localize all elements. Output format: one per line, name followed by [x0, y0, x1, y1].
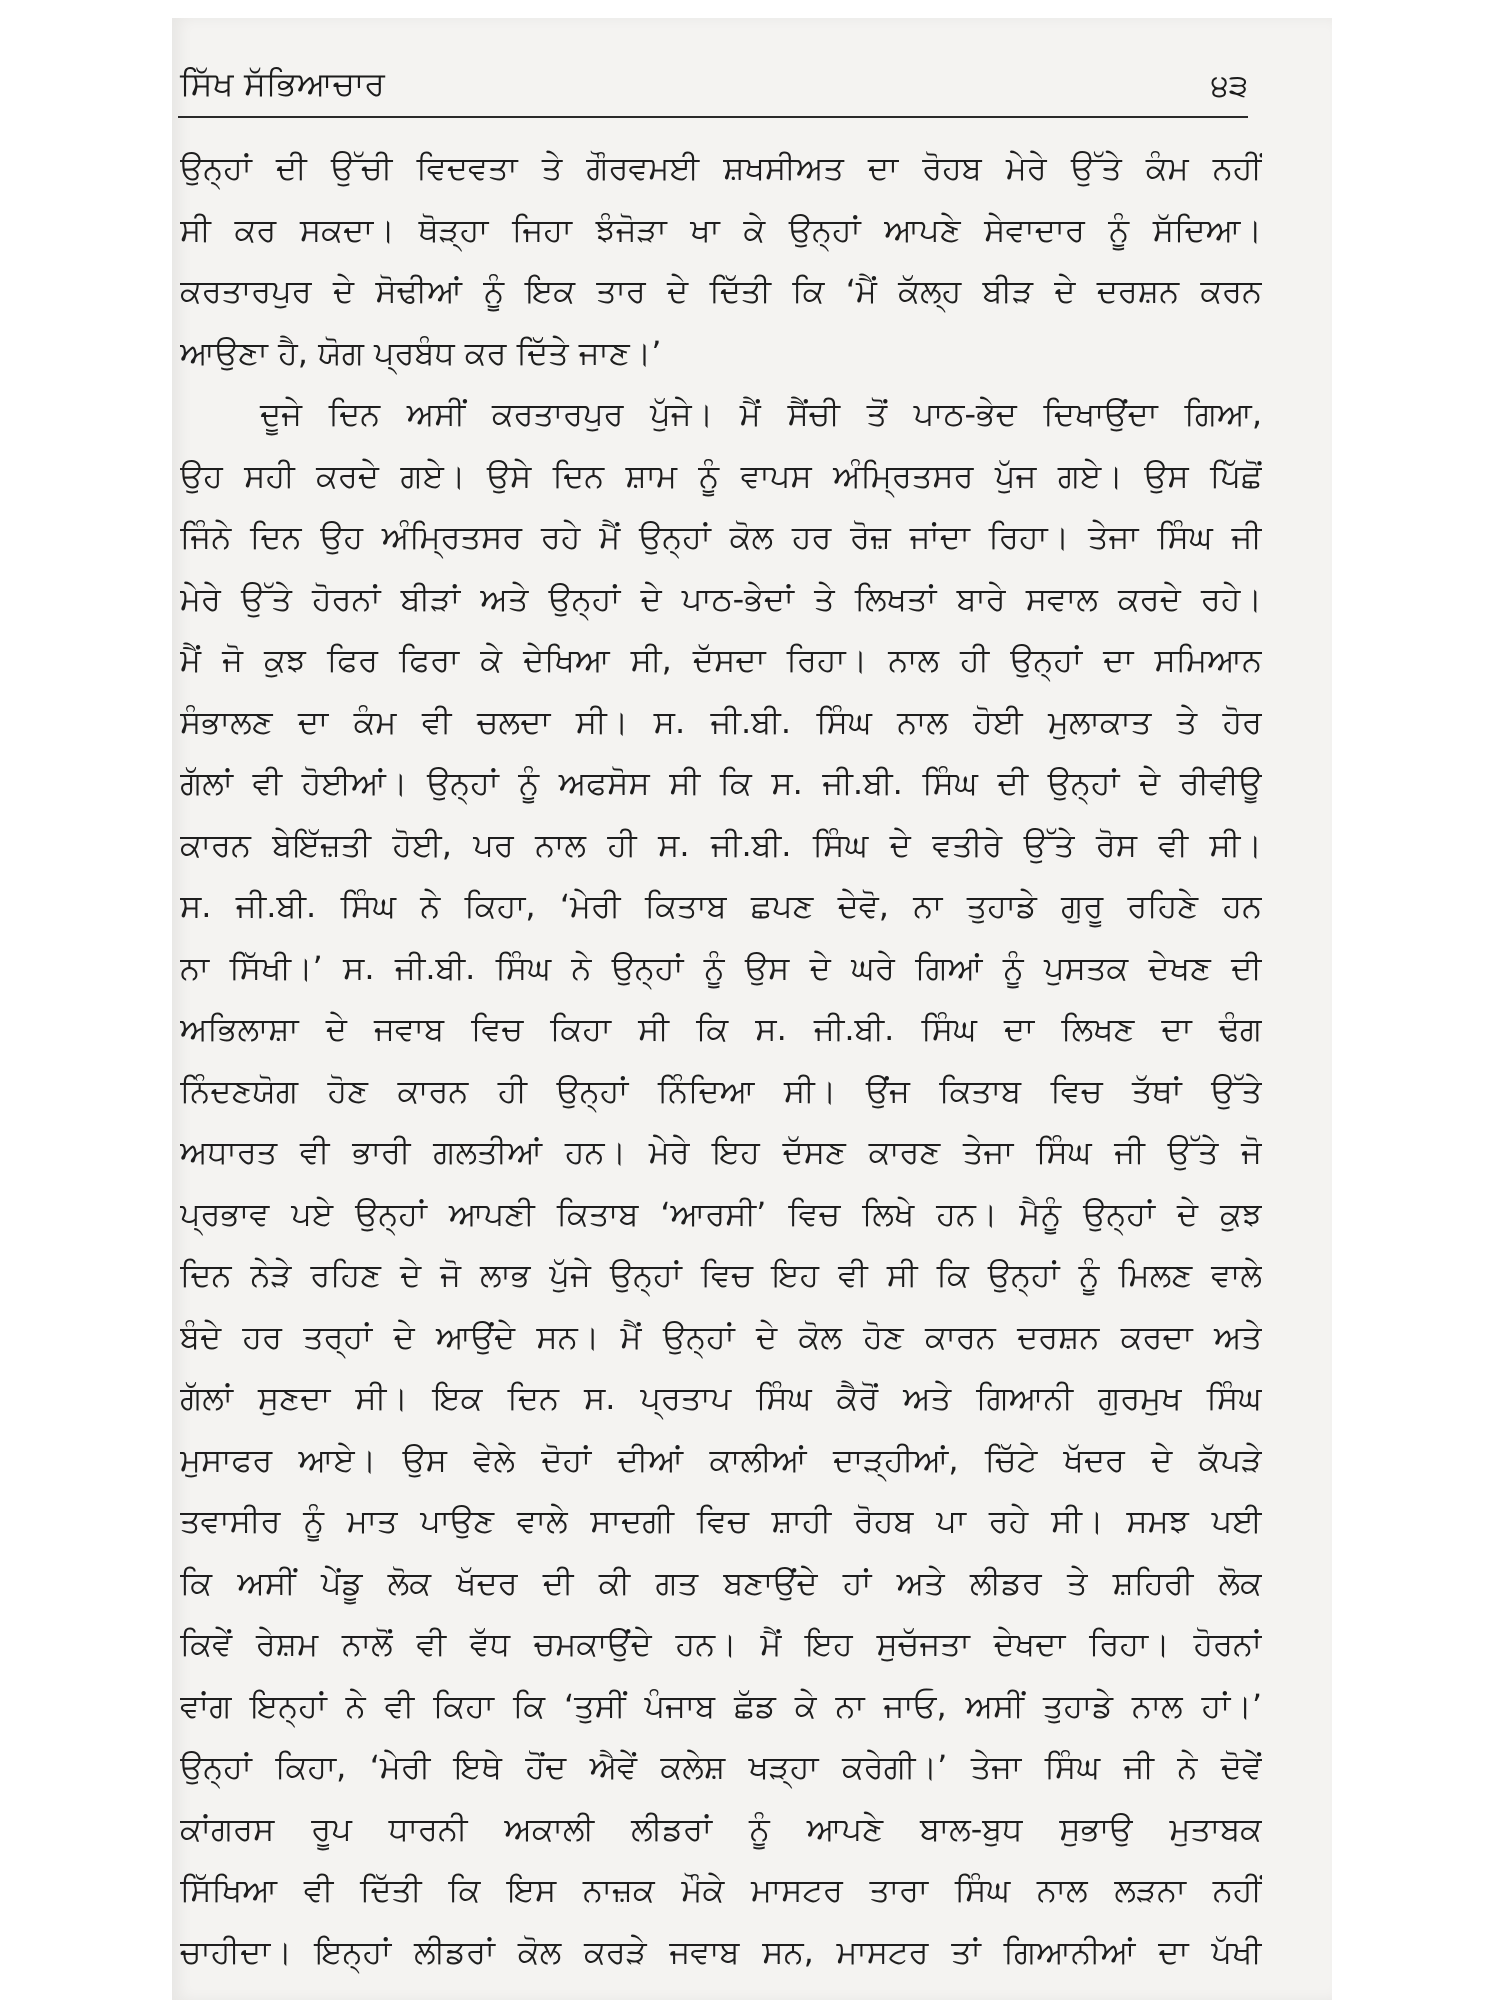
paragraph-first-line: ਦੂਜੇ ਦਿਨ ਅਸੀਂ ਕਰਤਾਰਪੁਰ ਪੁੱਜੇ। ਮੈਂ ਸੈਂਚੀ ਤੋਂ ਪਾਠ-ਭੇਦ ਦਿਖਾਉਂਦਾ ਗਿਆ,: [260, 395, 1262, 433]
text-line: ਕਾਰਨ ਬੇਇੱਜ਼ਤੀ ਹੋਈ, ਪਰ ਨਾਲ ਹੀ ਸ. ਜੀ.ਬੀ. ਸਿੰਘ ਦੇ ਵਤੀਰੇ ਉੱਤੇ ਰੋਸ ਵੀ ਸੀ।: [180, 825, 1262, 864]
text-line: ਤਵਾਸੀਰ ਨੂੰ ਮਾਤ ਪਾਉਣ ਵਾਲੇ ਸਾਦਗੀ ਵਿਚ ਸ਼ਾਹੀ ਰੋਹਬ ਪਾ ਰਹੇ ਸੀ। ਸਮਝ ਪਈ: [180, 1502, 1262, 1540]
text-line: ਵਾਂਗ ਇਨ੍ਹਾਂ ਨੇ ਵੀ ਕਿਹਾ ਕਿ ‘ਤੁਸੀਂ ਪੰਜਾਬ ਛੱਡ ਕੇ ਨਾ ਜਾਓ, ਅਸੀਂ ਤੁਹਾਡੇ ਨਾਲ ਹਾਂ।’: [180, 1686, 1262, 1725]
text-line: ਨਾ ਸਿੱਖੀ।’ ਸ. ਜੀ.ਬੀ. ਸਿੰਘ ਨੇ ਉਨ੍ਹਾਂ ਨੂੰ ਉਸ ਦੇ ਘਰੇ ਗਿਆਂ ਨੂੰ ਪੁਸਤਕ ਦੇਖਣ ਦੀ: [180, 948, 1262, 987]
text-line: ਕਾਂਗਰਸ ਰੂਪ ਧਾਰਨੀ ਅਕਾਲੀ ਲੀਡਰਾਂ ਨੂੰ ਆਪਣੇ ਬਾਲ-ਬੁਧ ਸੁਭਾਉ ਮੁਤਾਬਕ: [180, 1809, 1262, 1848]
text-line: ਮੈਂ ਜੋ ਕੁਝ ਫਿਰ ਫਿਰਾ ਕੇ ਦੇਖਿਆ ਸੀ, ਦੱਸਦਾ ਰਿਹਾ। ਨਾਲ ਹੀ ਉਨ੍ਹਾਂ ਦਾ ਸਮਿਆਨ: [180, 641, 1262, 679]
text-line: ਅਧਾਰਤ ਵੀ ਭਾਰੀ ਗਲਤੀਆਂ ਹਨ। ਮੇਰੇ ਇਹ ਦੱਸਣ ਕਾਰਣ ਤੇਜਾ ਸਿੰਘ ਜੀ ਉੱਤੇ ਜੋ: [180, 1133, 1262, 1171]
text-line: ਗੱਲਾਂ ਵੀ ਹੋਈਆਂ। ਉਨ੍ਹਾਂ ਨੂੰ ਅਫਸੋਸ ਸੀ ਕਿ ਸ. ਜੀ.ਬੀ. ਸਿੰਘ ਦੀ ਉਨ੍ਹਾਂ ਦੇ ਰੀਵੀਊ: [180, 764, 1262, 802]
text-line: ਉਹ ਸਹੀ ਕਰਦੇ ਗਏ। ਉਸੇ ਦਿਨ ਸ਼ਾਮ ਨੂੰ ਵਾਪਸ ਅੰਮ੍ਰਿਤਸਰ ਪੁੱਜ ਗਏ। ਉਸ ਪਿੱਛੋਂ: [180, 456, 1262, 495]
text-line: ਕਰਤਾਰਪੁਰ ਦੇ ਸੋਢੀਆਂ ਨੂੰ ਇਕ ਤਾਰ ਦੇ ਦਿੱਤੀ ਕਿ ‘ਮੈਂ ਕੱਲ੍ਹ ਬੀੜ ਦੇ ਦਰਸ਼ਨ ਕਰਨ: [180, 272, 1262, 310]
text-line: ਸ. ਜੀ.ਬੀ. ਸਿੰਘ ਨੇ ਕਿਹਾ, ‘ਮੇਰੀ ਕਿਤਾਬ ਛਪਣ ਦੇਵੋ, ਨਾ ਤੁਹਾਡੇ ਗੁਰੂ ਰਹਿਣੇ ਹਨ: [180, 887, 1262, 925]
running-head: [172, 18, 1332, 118]
text-line: ਅਭਿਲਾਸ਼ਾ ਦੇ ਜਵਾਬ ਵਿਚ ਕਿਹਾ ਸੀ ਕਿ ਸ. ਜੀ.ਬੀ. ਸਿੰਘ ਦਾ ਲਿਖਣ ਦਾ ਢੰਗ: [180, 1010, 1262, 1048]
text-line: ਨਿੰਦਣਯੋਗ ਹੋਣ ਕਾਰਨ ਹੀ ਉਨ੍ਹਾਂ ਨਿੰਦਿਆ ਸੀ। ਉਂਜ ਕਿਤਾਬ ਵਿਚ ਤੱਥਾਂ ਉੱਤੇ: [180, 1071, 1262, 1110]
text-line: ਸਿੱਖਿਆ ਵੀ ਦਿੱਤੀ ਕਿ ਇਸ ਨਾਜ਼ਕ ਮੌਕੇ ਮਾਸਟਰ ਤਾਰਾ ਸਿੰਘ ਨਾਲ ਲੜਨਾ ਨਹੀਂ: [180, 1871, 1262, 1909]
text-line: ਉਨ੍ਹਾਂ ਕਿਹਾ, ‘ਮੇਰੀ ਇਥੇ ਹੋਂਦ ਐਵੇਂ ਕਲੇਸ਼ ਖੜ੍ਹਾ ਕਰੇਗੀ।’ ਤੇਜਾ ਸਿੰਘ ਜੀ ਨੇ ਦੋਵੇਂ: [180, 1748, 1262, 1786]
body-text: [180, 138, 1262, 1983]
book-page: [172, 18, 1332, 2000]
text-line: ਪ੍ਰਭਾਵ ਪਏ ਉਨ੍ਹਾਂ ਆਪਣੀ ਕਿਤਾਬ ‘ਆਰਸੀ’ ਵਿਚ ਲਿਖੇ ਹਨ। ਮੈਨੂੰ ਉਨ੍ਹਾਂ ਦੇ ਕੁਝ: [180, 1194, 1262, 1233]
text-line: ਦਿਨ ਨੇੜੇ ਰਹਿਣ ਦੇ ਜੋ ਲਾਭ ਪੁੱਜੇ ਉਨ੍ਹਾਂ ਵਿਚ ਇਹ ਵੀ ਸੀ ਕਿ ਉਨ੍ਹਾਂ ਨੂੰ ਮਿਲਣ ਵਾਲੇ: [180, 1256, 1262, 1294]
text-line: ਸੰਭਾਲਣ ਦਾ ਕੰਮ ਵੀ ਚਲਦਾ ਸੀ। ਸ. ਜੀ.ਬੀ. ਸਿੰਘ ਨਾਲ ਹੋਈ ਮੁਲਾਕਾਤ ਤੇ ਹੋਰ: [180, 702, 1262, 741]
book-title: ਸਿੱਖ ਸੱਭਿਆਚਾਰ: [180, 64, 385, 103]
text-line: ਗੱਲਾਂ ਸੁਣਦਾ ਸੀ। ਇਕ ਦਿਨ ਸ. ਪ੍ਰਤਾਪ ਸਿੰਘ ਕੈਰੋਂ ਅਤੇ ਗਿਆਨੀ ਗੁਰਮੁਖ ਸਿੰਘ: [180, 1379, 1262, 1417]
text-line: ਕਿਵੇਂ ਰੇਸ਼ਮ ਨਾਲੋਂ ਵੀ ਵੱਧ ਚਮਕਾਉਂਦੇ ਹਨ। ਮੈਂ ਇਹ ਸੁਚੱਜਤਾ ਦੇਖਦਾ ਰਿਹਾ। ਹੋਰਨਾਂ: [180, 1625, 1262, 1663]
text-line: ਜਿੰਨੇ ਦਿਨ ਉਹ ਅੰਮ੍ਰਿਤਸਰ ਰਹੇ ਮੈਂ ਉਨ੍ਹਾਂ ਕੋਲ ਹਰ ਰੋਜ਼ ਜਾਂਦਾ ਰਿਹਾ। ਤੇਜਾ ਸਿੰਘ ਜੀ: [180, 518, 1262, 556]
header-rule: [178, 116, 1248, 118]
text-line: ਸੀ ਕਰ ਸਕਦਾ। ਥੋੜ੍ਹਾ ਜਿਹਾ ਝੰਜੋੜਾ ਖਾ ਕੇ ਉਨ੍ਹਾਂ ਆਪਣੇ ਸੇਵਾਦਾਰ ਨੂੰ ਸੱਦਿਆ।: [180, 210, 1262, 249]
text-line: ਮੇਰੇ ਉੱਤੇ ਹੋਰਨਾਂ ਬੀੜਾਂ ਅਤੇ ਉਨ੍ਹਾਂ ਦੇ ਪਾਠ-ਭੇਦਾਂ ਤੇ ਲਿਖਤਾਂ ਬਾਰੇ ਸਵਾਲ ਕਰਦੇ ਰਹੇ।: [180, 579, 1262, 618]
text-line: ਚਾਹੀਦਾ। ਇਨ੍ਹਾਂ ਲੀਡਰਾਂ ਕੋਲ ਕਰੜੇ ਜਵਾਬ ਸਨ, ਮਾਸਟਰ ਤਾਂ ਗਿਆਨੀਆਂ ਦਾ ਪੱਖੀ: [180, 1932, 1262, 1971]
page-number: ੪੩: [1210, 68, 1248, 104]
text-line: ਕਿ ਅਸੀਂ ਪੇਂਡੂ ਲੋਕ ਖੱਦਰ ਦੀ ਕੀ ਗਤ ਬਣਾਉਂਦੇ ਹਾਂ ਅਤੇ ਲੀਡਰ ਤੇ ਸ਼ਹਿਰੀ ਲੋਕ: [180, 1563, 1262, 1602]
text-line: ਉਨ੍ਹਾਂ ਦੀ ਉੱਚੀ ਵਿਦਵਤਾ ਤੇ ਗੌਰਵਮਈ ਸ਼ਖਸੀਅਤ ਦਾ ਰੋਹਬ ਮੇਰੇ ਉੱਤੇ ਕੰਮ ਨਹੀਂ: [180, 149, 1262, 187]
text-line: ਬੰਦੇ ਹਰ ਤਰ੍ਹਾਂ ਦੇ ਆਉਂਦੇ ਸਨ। ਮੈਂ ਉਨ੍ਹਾਂ ਦੇ ਕੋਲ ਹੋਣ ਕਾਰਨ ਦਰਸ਼ਨ ਕਰਦਾ ਅਤੇ: [180, 1317, 1262, 1356]
text-line: ਮੁਸਾਫਰ ਆਏ। ਉਸ ਵੇਲੇ ਦੋਹਾਂ ਦੀਆਂ ਕਾਲੀਆਂ ਦਾੜ੍ਹੀਆਂ, ਚਿੱਟੇ ਖੱਦਰ ਦੇ ਕੱਪੜੇ: [180, 1440, 1262, 1479]
text-line: ਆਉਣਾ ਹੈ, ਯੋਗ ਪ੍ਰਬੰਧ ਕਰ ਦਿੱਤੇ ਜਾਣ।’: [180, 333, 662, 372]
